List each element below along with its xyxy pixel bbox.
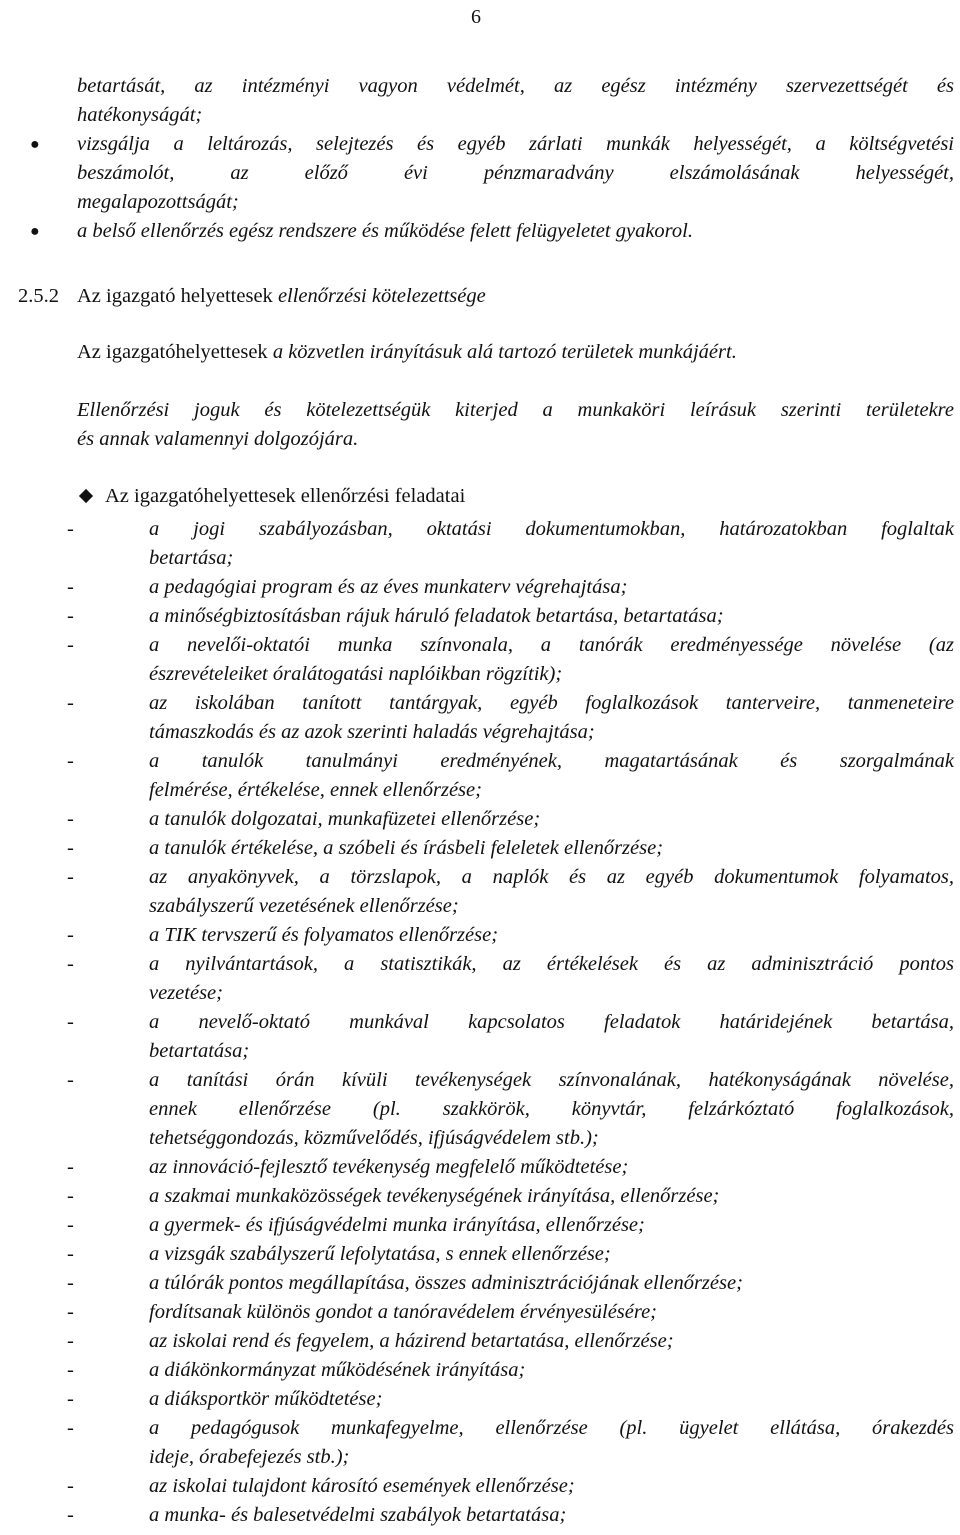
list-item bbox=[0, 689, 960, 747]
bullet-line: vizsgálja a leltározás, selejtezés és egyéb zárlati munkák helyességét, a költségvetési bbox=[77, 133, 954, 155]
list-item-line: a nyilvántartások, a statisztikák, az értékelések és az adminisztráció pontos bbox=[149, 953, 954, 975]
dash-bullet: - bbox=[67, 1185, 74, 1207]
list-item-line: észrevételeiket óralátogatási naplóikban rögzítik); bbox=[149, 663, 563, 685]
dash-bullet: - bbox=[67, 1011, 74, 1033]
dash-bullet: - bbox=[67, 518, 74, 540]
list-item-text bbox=[149, 747, 954, 805]
dash-bullet: - bbox=[67, 1417, 74, 1439]
list-item-line: betartása; bbox=[149, 547, 234, 569]
dash-bullet: - bbox=[67, 1388, 74, 1410]
list-item-line: az anyakönyvek, a törzslapok, a naplók és az egyéb dokumentumok folyamatos, bbox=[149, 866, 954, 888]
list-item bbox=[0, 573, 960, 602]
list-item-text bbox=[149, 1240, 954, 1269]
list-item bbox=[0, 921, 960, 950]
list-item-text bbox=[149, 1269, 954, 1298]
dash-bullet: - bbox=[67, 837, 74, 859]
list-item-line: a gyermek- és ifjúságvédelmi munka irányítása, ellenőrzése; bbox=[149, 1214, 645, 1236]
list-item-text bbox=[149, 1501, 954, 1530]
dash-bullet: - bbox=[67, 1272, 74, 1294]
list-item bbox=[0, 1472, 960, 1501]
list-item-text bbox=[149, 631, 954, 689]
dash-bullet: - bbox=[67, 1504, 74, 1526]
dash-bullet: - bbox=[67, 924, 74, 946]
list-item-text bbox=[149, 1472, 954, 1501]
section-title-part: Az igazgató bbox=[77, 285, 176, 307]
list-item bbox=[0, 1211, 960, 1240]
bullet-icon: ● bbox=[30, 223, 40, 240]
bullet-line: a belső ellenőrzés egész rendszere és működése felett felügyeletet gyakorol. bbox=[77, 220, 693, 242]
list-item bbox=[0, 747, 960, 805]
list-item-line: az iskolai rend és fegyelem, a házirend betartatása, ellenőrzése; bbox=[149, 1330, 674, 1352]
dash-bullet: - bbox=[67, 1069, 74, 1091]
list-item-text bbox=[149, 863, 954, 921]
list-item-line: tehetséggondozás, közművelődés, ifjúságvédelem stb.); bbox=[149, 1127, 599, 1149]
list-item-text bbox=[149, 515, 954, 573]
bullet-icon: ● bbox=[30, 136, 40, 153]
paragraph bbox=[77, 338, 954, 367]
list-item-line: a tanulók tanulmányi eredményének, magatartásának és szorgalmának bbox=[149, 750, 954, 772]
list-item bbox=[0, 834, 960, 863]
list-item-text bbox=[149, 1066, 954, 1153]
page-number: 6 bbox=[471, 6, 481, 28]
list-item-line: a pedagógusok munkafegyelme, ellenőrzése (pl. ügyelet ellátása, órakezdés bbox=[149, 1417, 954, 1439]
list-item-line: ennek ellenőrzése (pl. szakkörök, könyvtár, felzárkóztató foglalkozások, bbox=[149, 1098, 954, 1120]
list-item-text bbox=[149, 1182, 954, 1211]
list-item-text bbox=[149, 1211, 954, 1240]
section-number: 2.5.2 bbox=[18, 285, 59, 307]
bullet-item bbox=[0, 130, 960, 217]
list-item-line: a TIK tervszerű és folyamatos ellenőrzése; bbox=[149, 924, 499, 946]
list-item bbox=[0, 1008, 960, 1066]
list-item-text bbox=[149, 805, 954, 834]
list-item-line: a jogi szabályozásban, oktatási dokumentumokban, határozatokban foglaltak bbox=[149, 518, 954, 540]
list-item-line: a szakmai munkaközösségek tevékenységének irányítása, ellenőrzése; bbox=[149, 1185, 720, 1207]
paragraph-part: Az igazgató bbox=[77, 341, 176, 363]
bullet-text bbox=[77, 130, 954, 217]
continuation-line: hatékonyságát; bbox=[77, 104, 203, 126]
dash-bullet: - bbox=[67, 1330, 74, 1352]
dash-bullet: - bbox=[67, 605, 74, 627]
list-item-text bbox=[149, 921, 954, 950]
list-item-text bbox=[149, 573, 954, 602]
dash-bullet: - bbox=[67, 1156, 74, 1178]
continuation-line: betartását, az intézményi vagyon védelmét, az egész intézmény szervezettségét és bbox=[77, 75, 954, 97]
list-item-line: a diákönkormányzat működésének irányítása; bbox=[149, 1359, 526, 1381]
section-title-part: ellenőrzési kötelezettsége bbox=[272, 285, 486, 307]
list-item-text bbox=[149, 1327, 954, 1356]
list-item-text bbox=[149, 1385, 954, 1414]
list-item bbox=[0, 1356, 960, 1385]
dash-bullet: - bbox=[67, 634, 74, 656]
list-item bbox=[0, 1240, 960, 1269]
continuation-block bbox=[0, 72, 960, 246]
duty-heading-text: ai bbox=[450, 485, 466, 507]
list-item-line: a nevelő-oktató munkával kapcsolatos feladatok határidejének betartása, bbox=[149, 1011, 954, 1033]
list-item-line: támaszkodás és az azok szerinti haladás végrehajtása; bbox=[149, 721, 595, 743]
dash-bullet: - bbox=[67, 953, 74, 975]
paragraph-part: helyettesek bbox=[175, 341, 268, 363]
list-item-line: a túlórák pontos megállapítása, összes adminisztrációjának ellenőrzése; bbox=[149, 1272, 743, 1294]
list-item bbox=[0, 1066, 960, 1153]
list-item-line: az innováció-fejlesztő tevékenység megfelelő működtetése; bbox=[149, 1156, 629, 1178]
list-item bbox=[0, 863, 960, 921]
duty-heading-text: Az igazgatóhelyettesek ellenőrzési feladat bbox=[105, 485, 451, 507]
list-item-text bbox=[149, 1008, 954, 1066]
dash-bullet: - bbox=[67, 692, 74, 714]
list-item-text bbox=[149, 1414, 954, 1472]
list-item-text bbox=[149, 602, 954, 631]
bullet-text bbox=[77, 217, 954, 246]
list-item-line: a pedagógiai program és az éves munkaterv végrehajtása; bbox=[149, 576, 628, 598]
section-title-part: helyettesek bbox=[175, 285, 273, 307]
dash-bullet: - bbox=[67, 1214, 74, 1236]
list-item bbox=[0, 1298, 960, 1327]
list-item bbox=[0, 1269, 960, 1298]
list-item-line: a minőségbiztosításban rájuk háruló feladatok betartása, betartatása; bbox=[149, 605, 724, 627]
duty-heading bbox=[77, 482, 465, 511]
list-item-line: a vizsgák szabályszerű lefolytatása, s ennek ellenőrzése; bbox=[149, 1243, 611, 1265]
bullet-line: megalapozottságát; bbox=[77, 191, 239, 213]
list-item-line: vezetése; bbox=[149, 982, 223, 1004]
paragraph bbox=[77, 396, 954, 454]
list-item bbox=[0, 1153, 960, 1182]
list-item-text bbox=[149, 834, 954, 863]
duty-list bbox=[0, 515, 960, 1530]
dash-bullet: - bbox=[67, 1301, 74, 1323]
list-item bbox=[0, 805, 960, 834]
list-item-text bbox=[149, 1298, 954, 1327]
list-item-line: szabályszerű vezetésének ellenőrzése; bbox=[149, 895, 459, 917]
bullet-line: beszámolót, az előző évi pénzmaradvány elszámolásának helyességét, bbox=[77, 162, 954, 184]
list-item-text bbox=[149, 1153, 954, 1182]
paragraph-part: a közvetlen irányításuk alá tartozó területek munkájáért. bbox=[267, 341, 737, 363]
diamond-bullet-icon bbox=[79, 489, 93, 503]
list-item-line: betartatása; bbox=[149, 1040, 250, 1062]
dash-bullet: - bbox=[67, 576, 74, 598]
dash-bullet: - bbox=[67, 750, 74, 772]
list-item bbox=[0, 950, 960, 1008]
list-item-line: fordítsanak különös gondot a tanóravédelem érvényesülésére; bbox=[149, 1301, 658, 1323]
dash-bullet: - bbox=[67, 1475, 74, 1497]
list-item bbox=[0, 1414, 960, 1472]
list-item bbox=[0, 515, 960, 573]
dash-bullet: - bbox=[67, 808, 74, 830]
list-item-text bbox=[149, 689, 954, 747]
paragraph-line: és annak valamennyi dolgozójára. bbox=[77, 428, 359, 450]
list-item-text bbox=[149, 1356, 954, 1385]
list-item-line: a diáksportkör működtetése; bbox=[149, 1388, 383, 1410]
dash-bullet: - bbox=[67, 866, 74, 888]
list-item bbox=[0, 631, 960, 689]
list-item-line: a munka- és balesetvédelmi szabályok betartatása; bbox=[149, 1504, 567, 1526]
list-item-line: ideje, órabefejezés stb.); bbox=[149, 1446, 350, 1468]
list-item-line: az iskolai tulajdont károsító események ellenőrzése; bbox=[149, 1475, 575, 1497]
list-item-text bbox=[149, 950, 954, 1008]
section-heading bbox=[18, 282, 486, 311]
list-item-line: az iskolában tanított tantárgyak, egyéb foglalkozások tanterveire, tanmeneteire bbox=[149, 692, 954, 714]
list-item bbox=[0, 1182, 960, 1211]
list-item-line: felmérése, értékelése, ennek ellenőrzése; bbox=[149, 779, 482, 801]
list-item bbox=[0, 1327, 960, 1356]
list-item-line: a tanulók értékelése, a szóbeli és írásbeli feleletek ellenőrzése; bbox=[149, 837, 664, 859]
list-item-line: a tanítási órán kívüli tevékenységek színvonalának, hatékonyságának növelése, bbox=[149, 1069, 954, 1091]
dash-bullet: - bbox=[67, 1243, 74, 1265]
list-item bbox=[0, 1385, 960, 1414]
list-item bbox=[0, 602, 960, 631]
bullet-item bbox=[0, 217, 960, 246]
list-item bbox=[0, 1501, 960, 1530]
list-item-line: a tanulók dolgozatai, munkafüzetei ellenőrzése; bbox=[149, 808, 541, 830]
paragraph-line: Ellenőrzési joguk és kötelezettségük kiterjed a munkaköri leírásuk szerinti területekre bbox=[77, 399, 954, 421]
list-item-line: a nevelői-oktatói munka színvonala, a tanórák eredményessége növelése (az bbox=[149, 634, 954, 656]
dash-bullet: - bbox=[67, 1359, 74, 1381]
